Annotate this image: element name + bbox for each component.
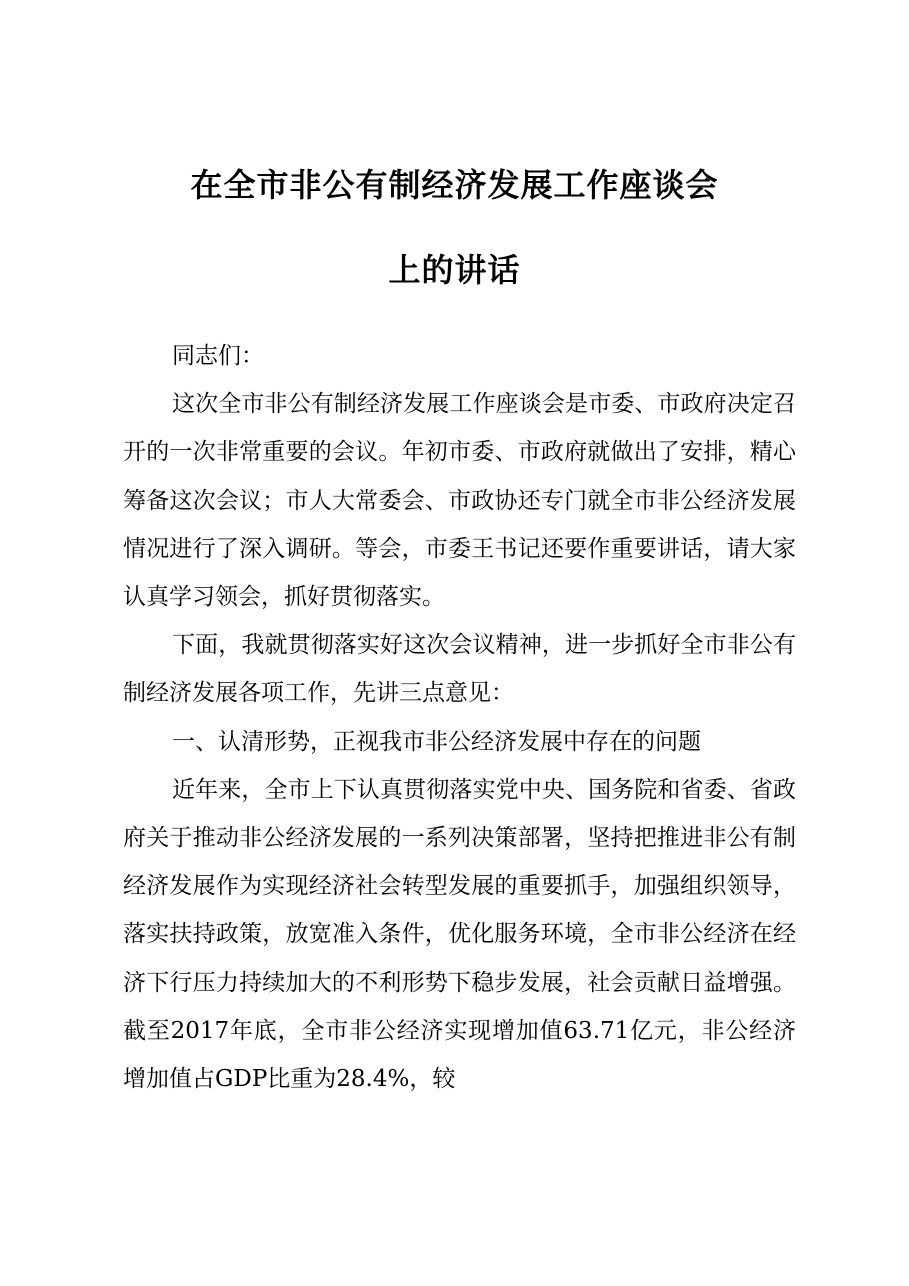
document-title-line-1: 在全市非公有制经济发展工作座谈会 xyxy=(190,166,719,204)
document-body xyxy=(123,332,796,1103)
document-title-line-2: 上的讲话 xyxy=(388,251,521,289)
paragraph-intro-points: 下面，我就贯彻落实好这次会议精神，进一步抓好全市非公有制经济发展各项工作，先讲三点意见： xyxy=(123,632,796,707)
section-heading-1: 一、认清形势，正视我市非公经济发展中存在的问题 xyxy=(172,728,701,755)
salutation: 同志们： xyxy=(172,343,264,369)
paragraph-opening: 这次全市非公有制经济发展工作座谈会是市委、市政府决定召开的一次非常重要的会议。年初市委、市政府就做出了安排，精心筹备这次会议；市人大常委会、市政协还专门就全市非公经济发展情况进行了深入调研。等会，市委王书记还要作重要讲话，请大家认真学习领会，抓好贯彻落实。 xyxy=(123,391,796,611)
paragraph-recent-years: 近年来，全市上下认真贯彻落实党中央、国务院和省委、省政府关于推动非公经济发展的一系列决策部署，坚持把推进非公有制经济发展作为实现经济社会转型发展的重要抓手，加强组织领导，落实扶持政策，放宽准入条件，优化服务环境，全市非公经济在经济下行压力持续加大的不利形势下稳步发展，社会贡献日益增强。截至2017年底，全市非公经济实现增加值63.71亿元，非公经济增加值占GDP比重为28.4%，较 xyxy=(123,776,796,1093)
